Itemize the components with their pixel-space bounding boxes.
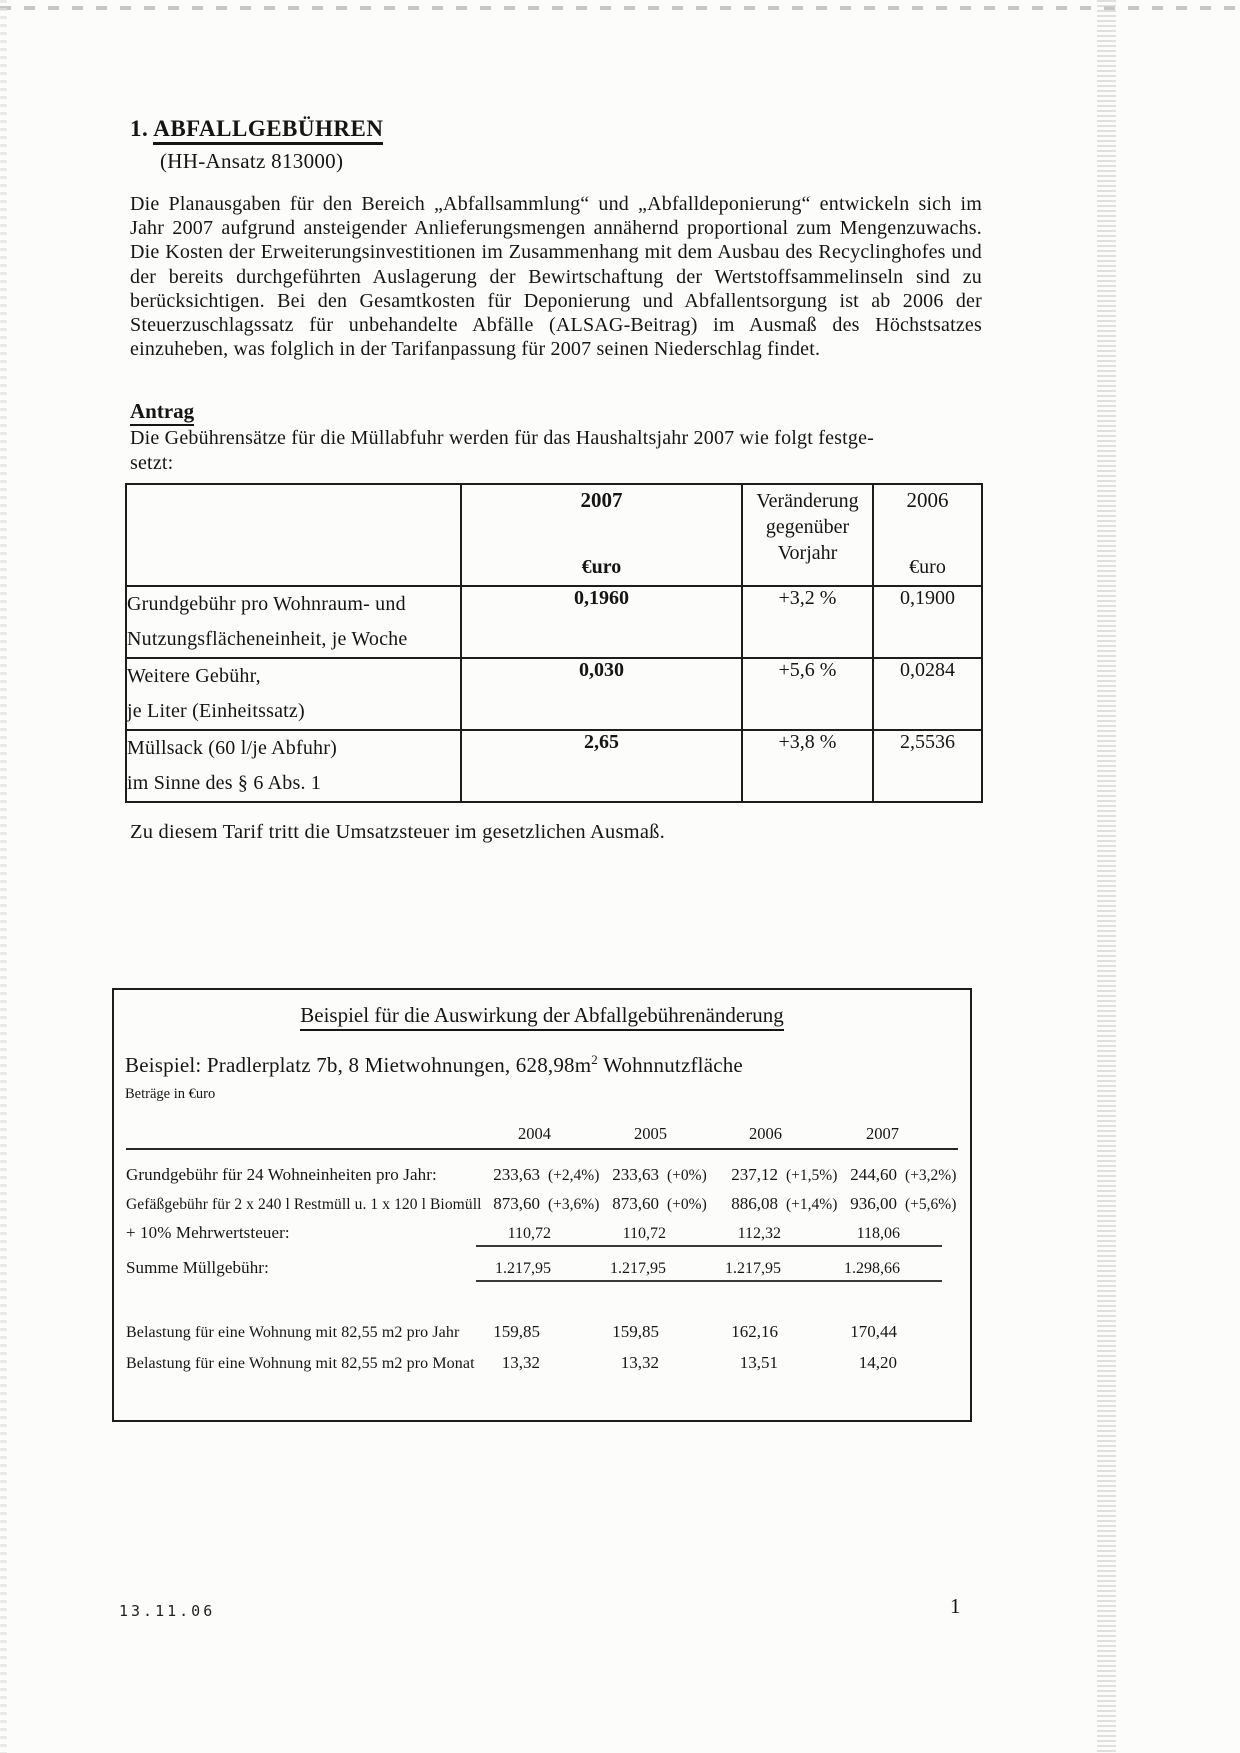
- example-header-year: 2007: [866, 1124, 899, 1143]
- example-box-title: [114, 1003, 970, 1028]
- example-table-row: [126, 1322, 958, 1342]
- example-value: 159,85: [493, 1322, 540, 1341]
- fee-row-label-line1: Weitere Gebühr,: [127, 665, 261, 687]
- example-value-cell: [823, 1260, 942, 1282]
- example-row-label: Gefäßgebühr für 2 x 240 l Restmüll u. 1 x 120 l Biomüll: [126, 1196, 482, 1213]
- example-table-row: [126, 1353, 958, 1373]
- fee-header-2007: [461, 484, 742, 586]
- example-value-cell: [823, 1225, 942, 1247]
- example-value-cell: [708, 1225, 823, 1247]
- fee-row-label-line1: Grundgebühr pro Wohnraum- und: [127, 593, 406, 615]
- example-table-row: [126, 1223, 958, 1247]
- heading-title: ABFALLGEBÜHREN: [153, 116, 383, 145]
- fee-header-2006-stack: [874, 485, 981, 585]
- footer-date: 13.11.06: [119, 1602, 216, 1620]
- example-table: [126, 1124, 958, 1373]
- scan-artifact-left-edge: [0, 0, 7, 1753]
- example-box-title-text: Beispiel für die Auswirkung der Abfallgebührenänderung: [300, 1003, 783, 1031]
- example-row-label: + 10% Mehrwertsteuer:: [126, 1223, 290, 1242]
- example-row-label: Belastung für eine Wohnung mit 82,55 m2 pro Monat: [126, 1355, 475, 1372]
- example-value: 159,85: [612, 1322, 659, 1341]
- antrag-text-line2: setzt:: [130, 451, 174, 474]
- fee-table-row: [126, 586, 982, 658]
- fee-table-header-row: [126, 484, 982, 586]
- example-value: 233,63: [612, 1165, 659, 1184]
- example-value: 13,51: [739, 1353, 778, 1372]
- fee-row-label-line1: Müllsack (60 l/je Abfuhr): [127, 737, 337, 759]
- fee-row-value-2006: 0,1900: [873, 586, 982, 658]
- fee-row-label-line2: Nutzungsflächeneinheit, je Woche: [127, 628, 408, 650]
- section-heading: [130, 116, 383, 174]
- example-change: (+5,6%): [905, 1196, 957, 1213]
- fee-table-row: [126, 730, 982, 802]
- fee-row-label: [126, 658, 461, 730]
- fee-row-label: [126, 586, 461, 658]
- tax-note: Zu diesem Tarif tritt die Umsatzsteuer im gesetzlichen Ausmaß.: [130, 821, 665, 843]
- scan-artifact-right-edge: [1097, 0, 1116, 1753]
- example-header-year: 2006: [749, 1124, 782, 1143]
- example-value: 237,12: [731, 1165, 778, 1184]
- fee-row-value-2006: 0,0284: [873, 658, 982, 730]
- example-value-underlined: 1.217,95: [476, 1260, 593, 1282]
- example-value: 936,00: [850, 1194, 897, 1213]
- fee-header-empty-cell: [126, 484, 461, 586]
- fee-row-label: [126, 730, 461, 802]
- fee-row-label-line2: im Sinne des § 6 Abs. 1: [127, 772, 322, 794]
- fee-row-value-2006: 2,5536: [873, 730, 982, 802]
- fee-header-2006: [873, 484, 982, 586]
- example-value: 886,08: [731, 1194, 778, 1213]
- example-header-year: 2004: [518, 1124, 551, 1143]
- example-value-cell: [708, 1260, 823, 1282]
- example-value-underlined: 1.217,95: [708, 1260, 823, 1282]
- antrag-paragraph: [130, 426, 996, 475]
- example-value-cell: [476, 1225, 593, 1247]
- example-change: (+0%): [667, 1196, 707, 1213]
- fee-header-year-2006: 2006: [906, 488, 949, 512]
- example-change: (+2,4%): [548, 1167, 600, 1184]
- example-row-label: Summe Müllgebühr:: [126, 1258, 269, 1277]
- fee-row-value-2007: 2,65: [461, 730, 742, 802]
- example-value: 873,60: [493, 1194, 540, 1213]
- example-value: 13,32: [620, 1353, 659, 1372]
- example-change: (+3,2%): [905, 1167, 957, 1184]
- example-value-underlined: 118,06: [823, 1225, 942, 1247]
- antrag-heading-text: Antrag: [130, 399, 194, 426]
- example-change: (+0%): [667, 1167, 707, 1184]
- example-value-underlined: 112,32: [708, 1225, 823, 1247]
- fee-row-label-line2: je Liter (Einheitssatz): [127, 700, 305, 722]
- fee-header-year-2007: 2007: [580, 488, 623, 512]
- example-value: 14,20: [858, 1353, 897, 1372]
- example-value-underlined: 110,72: [593, 1225, 708, 1247]
- example-description-suffix: Wohnnutzfläche: [598, 1053, 743, 1077]
- example-change: (+1,5%): [786, 1167, 838, 1184]
- example-value: 170,44: [850, 1322, 897, 1341]
- example-value: 244,60: [850, 1165, 897, 1184]
- example-box: [112, 988, 972, 1422]
- heading-number: 1.: [130, 116, 149, 141]
- example-table-row: [126, 1258, 958, 1282]
- fee-header-currency-2007: €uro: [581, 556, 622, 578]
- example-superscript: 2: [591, 1052, 598, 1067]
- intro-paragraph: Die Planausgaben für den Bereich „Abfallsammlung“ und „Abfalldeponierung“ entwickeln sich im Jahr 2007 aufgrund ansteigender Anlieferungsmengen annähernd proportional zum Mengenzuwachs. Die Kosten der Erweiterungsinvestitionen im Zusammenhang mit dem Ausbau des Recyclinghofes und der bereits durchgeführten Auslagerung der Bewirtschaftung der Wertstoffsammelinseln sind zu berücksichtigen. Bei den Gesamtkosten für Deponierung und Abfallentsorgung ist ab 2006 der Steuerzuschlagssatz für unbehandelte Abfälle (ALSAG-Beitrag) im Ausmaß des Höchstsatzes einzuheben, was folglich in der Tarifanpassung für 2007 seinen Niederschlag findet.: [130, 193, 982, 361]
- example-table-header-row: [126, 1124, 958, 1150]
- example-row-label: Grundgebühr für 24 Wohneinheiten pro Jahr:: [126, 1165, 437, 1184]
- example-description: [125, 1052, 743, 1078]
- fee-row-value-2007: 0,1960: [461, 586, 742, 658]
- example-table-row: [126, 1194, 958, 1214]
- example-change: (+1,4%): [786, 1196, 838, 1213]
- fee-row-change: +5,6 %: [742, 658, 873, 730]
- fee-row-change: +3,8 %: [742, 730, 873, 802]
- example-table-row: [126, 1165, 958, 1185]
- example-value: 873,60: [612, 1194, 659, 1213]
- example-change: (+3,6%): [548, 1196, 600, 1213]
- fee-table-row: [126, 658, 982, 730]
- amounts-note: Beträge in €uro: [125, 1086, 216, 1102]
- example-value-cell: [476, 1260, 593, 1282]
- fee-header-currency-2006: €uro: [909, 556, 946, 578]
- fee-header-2007-stack: [462, 485, 741, 585]
- fee-row-change: +3,2 %: [742, 586, 873, 658]
- example-header-year: 2005: [634, 1124, 667, 1143]
- antrag-text-line1: Die Gebührensätze für die Müllabfuhr werden für das Haushaltsjahr 2007 wie folgt festge-: [130, 427, 875, 449]
- example-value: 13,32: [501, 1353, 540, 1372]
- example-value: 233,63: [493, 1165, 540, 1184]
- fee-row-value-2007: 0,030: [461, 658, 742, 730]
- example-value-underlined: 1.298,66: [823, 1260, 942, 1282]
- heading-line: [130, 116, 383, 142]
- fee-rates-table: [125, 483, 983, 803]
- heading-subtitle: (HH-Ansatz 813000): [160, 149, 344, 173]
- fee-header-change-label: Veränderung gegenüber Vorjahr: [756, 490, 859, 564]
- example-description-prefix: Beispiel: Pradlerplatz 7b, 8 Mietwohnungen, 628,98m: [125, 1053, 592, 1077]
- scan-artifact-top-edge: [0, 6, 1240, 10]
- example-value-underlined: 1.217,95: [593, 1260, 708, 1282]
- example-value-cell: [593, 1225, 708, 1247]
- example-value-underlined: 110,72: [476, 1225, 593, 1247]
- page-number: 1: [950, 1594, 961, 1618]
- example-row-label: Belastung für eine Wohnung mit 82,55 m2 pro Jahr: [126, 1324, 460, 1341]
- example-value: 162,16: [731, 1322, 778, 1341]
- fee-header-change: [742, 484, 873, 586]
- antrag-heading: [130, 399, 194, 424]
- example-value-cell: [593, 1260, 708, 1282]
